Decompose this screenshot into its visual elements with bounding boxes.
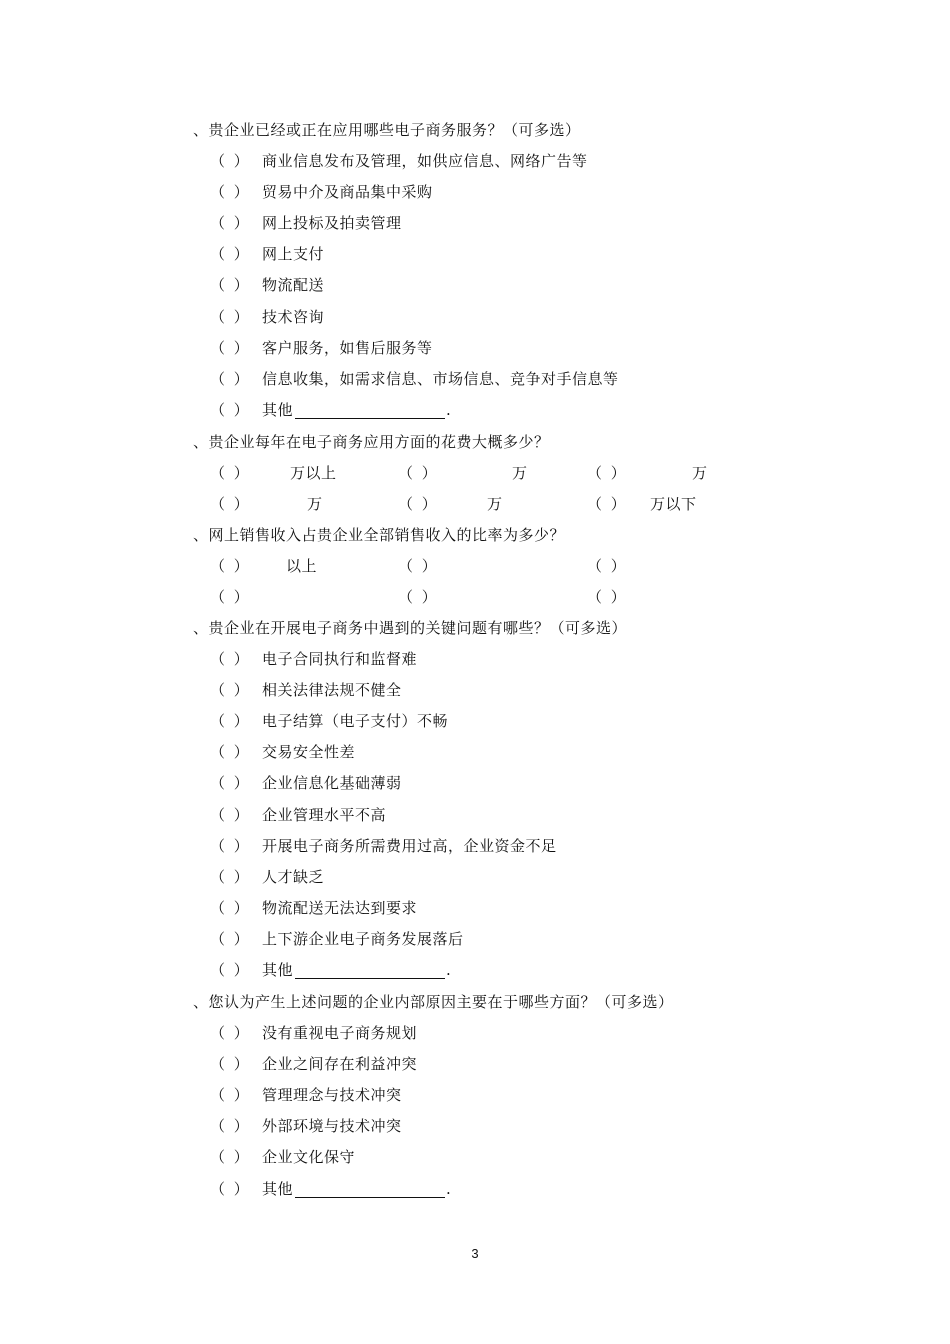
- option-row: [0, 1050, 950, 1078]
- other-blank-field[interactable]: [295, 960, 445, 979]
- option-row: [0, 894, 950, 922]
- option-checkbox[interactable]: （ ）: [210, 1179, 251, 1198]
- option-checkbox[interactable]: （ ）: [210, 650, 251, 668]
- option-checkbox[interactable]: （ ）: [210, 805, 251, 824]
- option-row: [0, 1112, 950, 1140]
- option-label: 网上支付: [262, 245, 325, 264]
- option-checkbox[interactable]: （ ）: [587, 464, 628, 482]
- other-blank-field[interactable]: [295, 1179, 445, 1198]
- option-label: 信息收集，如需求信息、市场信息、竞争对手信息等: [262, 369, 619, 388]
- option-label: 开展电子商务所需费用过高，企业资金不足: [262, 836, 557, 855]
- option-checkbox[interactable]: （ ）: [210, 1024, 251, 1042]
- option-label: 企业信息化基础薄弱: [262, 774, 402, 793]
- option-label: 交易安全性差: [262, 743, 356, 762]
- option-row: [0, 956, 950, 984]
- option-label: 商业信息发布及管理，如供应信息、网络广告等: [262, 152, 588, 170]
- option-label: 万: [487, 495, 503, 513]
- option-row: [0, 1175, 950, 1203]
- period-mark: .: [446, 400, 452, 419]
- option-label: 没有重视电子商务规划: [262, 1024, 418, 1042]
- option-row: [0, 707, 950, 735]
- option-label: 人才缺乏: [262, 867, 325, 886]
- option-checkbox[interactable]: （ ）: [210, 152, 251, 170]
- other-field-wrap: [262, 956, 451, 984]
- option-row: [0, 738, 950, 766]
- option-checkbox[interactable]: （ ）: [210, 307, 251, 326]
- option-row: [0, 240, 950, 268]
- option-row: [0, 209, 950, 237]
- option-row: [0, 334, 950, 362]
- option-label: 其他: [262, 961, 294, 979]
- option-row: [0, 645, 950, 673]
- question-2-title: 、贵企业每年在电子商务应用方面的花费大概多少？: [193, 433, 550, 451]
- page-number: 3: [471, 1246, 479, 1261]
- option-label: 网上投标及拍卖管理: [262, 214, 402, 233]
- option-label: 企业文化保守: [262, 1148, 356, 1167]
- option-row: [0, 769, 950, 797]
- option-checkbox[interactable]: （ ）: [210, 464, 251, 482]
- option-row: [0, 1019, 950, 1047]
- question-3-title: 、网上销售收入占贵企业全部销售收入的比率为多少？: [193, 526, 566, 544]
- other-field-wrap: [262, 1175, 451, 1203]
- option-checkbox[interactable]: （ ）: [587, 495, 628, 513]
- option-label: 万: [692, 464, 708, 482]
- option-row: [0, 1143, 950, 1171]
- option-label: 外部环境与技术冲突: [262, 1117, 402, 1136]
- option-checkbox[interactable]: （ ）: [210, 369, 251, 388]
- question-4-title: 、贵企业在开展电子商务中遇到的关键问题有哪些？（可多选）: [193, 619, 628, 637]
- option-checkbox[interactable]: （ ）: [210, 557, 251, 575]
- option-row: [0, 271, 950, 299]
- option-row: [0, 801, 950, 829]
- option-label: 万以下: [650, 495, 697, 513]
- option-checkbox[interactable]: （ ）: [210, 1086, 251, 1105]
- option-checkbox[interactable]: （ ）: [210, 681, 251, 700]
- option-row: [0, 147, 950, 175]
- option-checkbox[interactable]: （ ）: [210, 712, 251, 731]
- option-label: 万: [307, 495, 323, 513]
- option-checkbox[interactable]: （ ）: [210, 743, 251, 762]
- question-5-title: 、您认为产生上述问题的企业内部原因主要在于哪些方面？（可多选）: [193, 993, 674, 1011]
- option-checkbox[interactable]: （ ）: [210, 245, 251, 264]
- option-checkbox[interactable]: （ ）: [210, 836, 251, 855]
- period-mark: .: [446, 961, 452, 979]
- option-label: 上下游企业电子商务发展落后: [262, 929, 464, 948]
- option-row: [0, 178, 950, 206]
- option-checkbox[interactable]: （ ）: [398, 588, 439, 606]
- option-label: 物流配送无法达到要求: [262, 898, 418, 917]
- option-row: [0, 832, 950, 860]
- option-label: 电子合同执行和监督难: [262, 650, 418, 668]
- option-label: 企业管理水平不高: [262, 805, 387, 824]
- option-label: 贸易中介及商品集中采购: [262, 183, 433, 202]
- option-row: [0, 396, 950, 424]
- option-checkbox[interactable]: （ ）: [210, 1148, 251, 1167]
- option-label: 万以上: [290, 464, 337, 482]
- option-checkbox[interactable]: （ ）: [210, 1117, 251, 1136]
- option-checkbox[interactable]: （ ）: [398, 557, 439, 575]
- option-row: [0, 365, 950, 393]
- option-checkbox[interactable]: （ ）: [210, 183, 251, 202]
- option-row: [0, 863, 950, 891]
- option-label: 以上: [286, 557, 318, 575]
- option-checkbox[interactable]: （ ）: [210, 1055, 251, 1074]
- option-checkbox[interactable]: （ ）: [210, 400, 251, 419]
- option-label: 万: [512, 464, 528, 482]
- option-checkbox[interactable]: （ ）: [398, 464, 439, 482]
- option-row: [0, 676, 950, 704]
- period-mark: .: [446, 1179, 452, 1198]
- option-checkbox[interactable]: （ ）: [587, 557, 628, 575]
- option-checkbox[interactable]: （ ）: [210, 961, 251, 979]
- option-label: 物流配送: [262, 276, 325, 295]
- option-checkbox[interactable]: （ ）: [398, 495, 439, 513]
- option-checkbox[interactable]: （ ）: [210, 495, 251, 513]
- option-checkbox[interactable]: （ ）: [210, 867, 251, 886]
- option-label: 客户服务，如售后服务等: [262, 338, 433, 357]
- option-label: 技术咨询: [262, 307, 325, 326]
- option-row: [0, 1081, 950, 1109]
- option-label: 管理理念与技术冲突: [262, 1086, 402, 1105]
- option-checkbox[interactable]: （ ）: [210, 338, 251, 357]
- other-field-wrap: [262, 396, 451, 424]
- option-checkbox[interactable]: （ ）: [210, 929, 251, 948]
- option-row: [0, 925, 950, 953]
- question-1-title: 、贵企业已经或正在应用哪些电子商务服务？（可多选）: [193, 121, 581, 139]
- option-checkbox[interactable]: （ ）: [210, 898, 251, 917]
- option-checkbox[interactable]: （ ）: [210, 588, 251, 606]
- option-row: [0, 303, 950, 331]
- option-checkbox[interactable]: （ ）: [210, 774, 251, 793]
- option-label: 电子结算（电子支付）不畅: [262, 712, 449, 731]
- option-label: 其他: [262, 400, 294, 419]
- other-blank-field[interactable]: [295, 400, 445, 419]
- option-checkbox[interactable]: （ ）: [587, 588, 628, 606]
- option-label: 企业之间存在利益冲突: [262, 1055, 418, 1074]
- option-label: 其他: [262, 1179, 294, 1198]
- option-checkbox[interactable]: （ ）: [210, 214, 251, 233]
- option-label: 相关法律法规不健全: [262, 681, 402, 700]
- option-checkbox[interactable]: （ ）: [210, 276, 251, 295]
